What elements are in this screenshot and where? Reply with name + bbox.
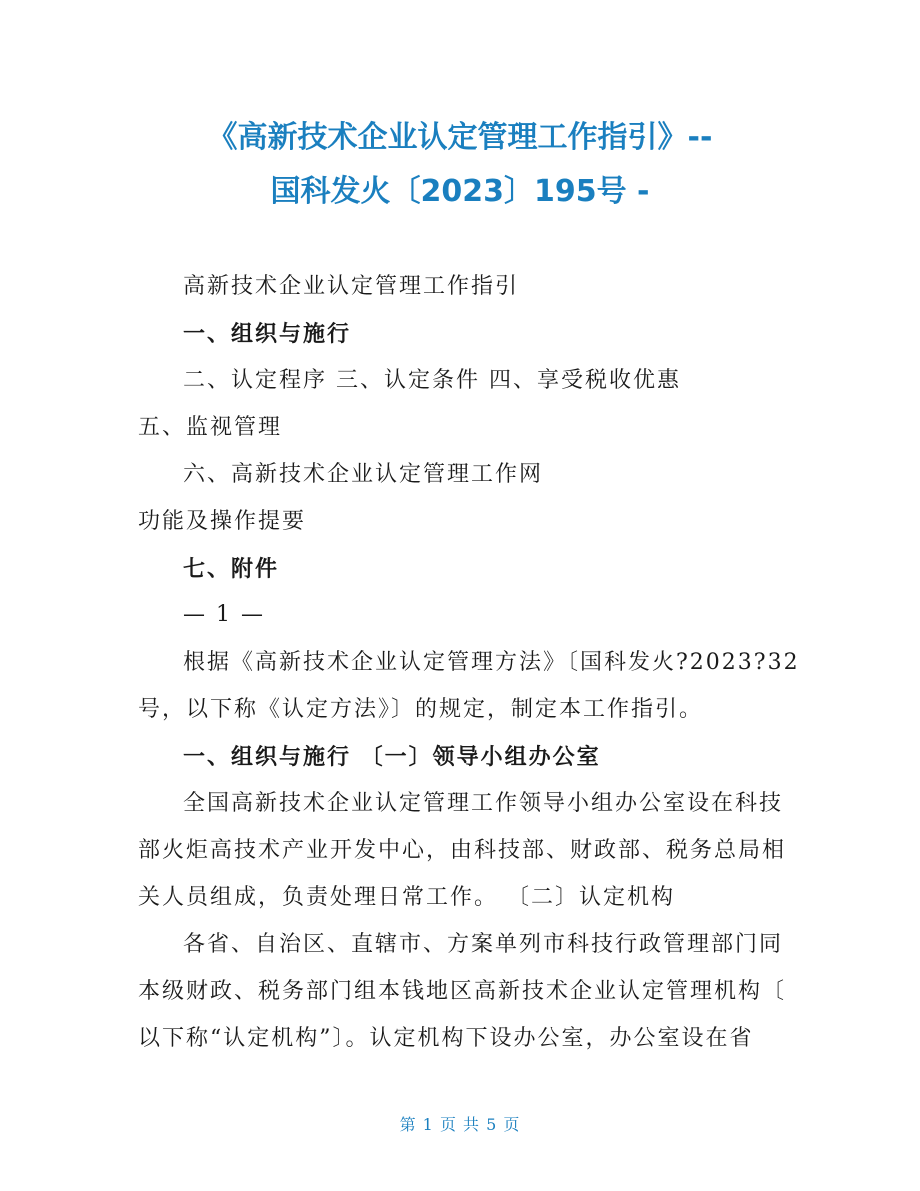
toc-item-appendix: 七、附件 [183, 556, 280, 582]
subtitle-guideline: 高新技术企业认定管理工作指引 [183, 274, 520, 299]
paragraph-2-line-3: 关人员组成，负责处理日常工作。 〔二〕认定机构 [138, 885, 675, 910]
toc-item-website: 六、高新技术企业认定管理工作网 [183, 462, 544, 487]
document-title-line-1: 《高新技术企业认定管理工作指引》-- [207, 120, 713, 155]
paragraph-3-line-1: 各省、自治区、直辖市、方案单列市科技行政管理部门同 [183, 932, 784, 957]
section-heading-organization: 一、组织与施行 〔一〕领导小组办公室 [183, 744, 601, 770]
paragraph-3-line-3: 以下称“认定机构”〕。认定机构下设办公室，办公室设在省 [138, 1026, 754, 1051]
paragraph-2-line-2: 部火炬高技术产业开发中心，由科技部、财政部、税务总局相 [138, 838, 787, 863]
toc-item-website-cont: 功能及操作提要 [138, 509, 307, 534]
paragraph-1-line-2: 号，以下称《认定方法》〕的规定，制定本工作指引。 [138, 697, 704, 722]
toc-item-organization: 一、组织与施行 [183, 321, 352, 347]
document-title-line-2: 国科发火〔2023〕195号 - [270, 174, 650, 209]
inner-page-number: — 1 — [183, 602, 265, 627]
page-footer: 第 1 页 共 5 页 [399, 1115, 521, 1134]
paragraph-1-line-1: 根据《高新技术企业认定管理方法》〔国科发火?2023?32 [183, 650, 800, 675]
toc-item-supervision: 五、监视管理 [138, 415, 283, 440]
toc-items-2-4: 二、认定程序 三、认定条件 四、享受税收优惠 [183, 368, 681, 393]
paragraph-3-line-2: 本级财政、税务部门组本钱地区高新技术企业认定管理机构〔 [138, 979, 787, 1004]
paragraph-2-line-1: 全国高新技术企业认定管理工作领导小组办公室设在科技 [183, 791, 784, 816]
